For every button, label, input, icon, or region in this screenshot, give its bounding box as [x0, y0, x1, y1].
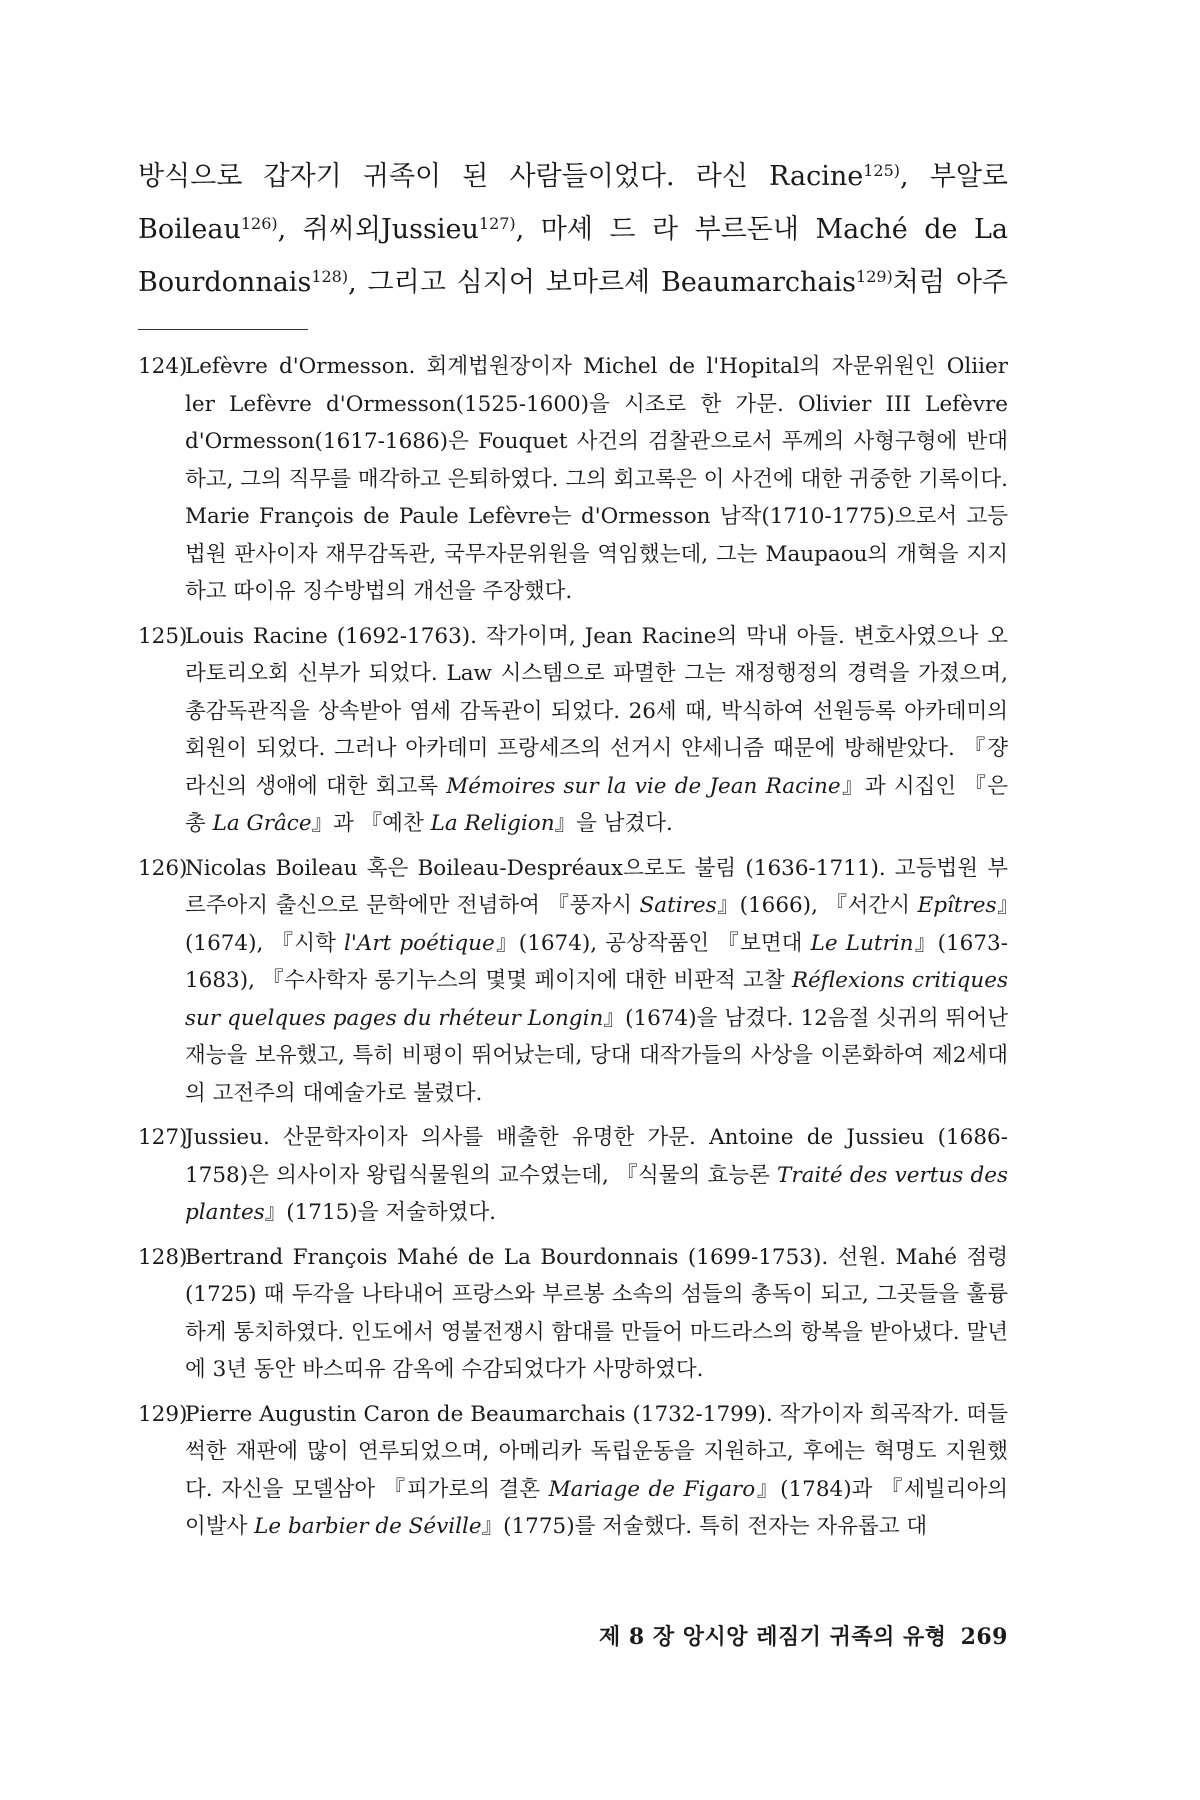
italic-title: Mariage de Figaro: [548, 1476, 756, 1502]
footnote-text: Bertrand François Mahé de La Bourdonnais (1699-1753). 선원. Mahé 점령(1725) 때 두각을 나타내어 프랑스와 부르봉 소속의 섬들의 총독이 되고, 그곳들을 훌륭하게 통치하였다. 인도에서 영불전쟁시 함대를 만들어 마드라스의 항복을 받아냈다. 말년에 3년 동안 바스띠유 감옥에 수감되었다가 사망하였다.: [185, 1244, 1008, 1382]
running-footer: [599, 1620, 1008, 1651]
body-line: 방식으로 갑자기 귀족이 된 사람들이었다. 라신 Racine$^{125)}$, 부알로: [138, 161, 1008, 192]
italic-title: Le barbier de Séville: [254, 1514, 482, 1539]
footnote: [138, 850, 1008, 1113]
italic-title: Traité des vertus des plantes: [185, 1162, 1008, 1225]
footnote-text: 』(1666), 『서간시: [716, 893, 918, 918]
footnote-text: 』과 『예찬: [311, 811, 431, 836]
footnote-number: 125): [138, 623, 188, 649]
footnote-text: Louis Racine (1692-1763). 작가이며, Jean Racine의 막내 아들. 변호사였으나 오라토리오회 신부가 되었다. Law 시스템으로 파멸한 그는 재정행정의 경력을 가졌으며, 총감독관직을 상속받아 염세 감독관이 되었다. 26세 때, 박식하여 선원등록 아카데미의 회원이 되었다. 그러나 아카데미 프랑세즈의 선거시 얀세니즘 때문에 방해받았다. 『쟝 라신의 생애에 대한 회고록: [185, 623, 1008, 799]
italic-title: Réflexions critiques sur quelques pages du rhéteur Longin: [185, 968, 1008, 1031]
body-line: Boileau$^{126)}$, 쥐씨외Jussieu$^{127)}$, 마셰 드 라 부르돈내 Maché de La: [138, 214, 1008, 245]
footnote-ref: 129): [856, 267, 893, 286]
italic-title: La Religion: [430, 811, 555, 836]
body-line: Bourdonnais$^{128)}$, 그리고 심지어 보마르셰 Beaumarchais$^{129)}$처럼 아주: [138, 267, 1008, 298]
italic-title: l'Art poétique: [344, 930, 495, 956]
italic-title: Satires: [639, 893, 717, 918]
chapter-title: 제 8 장 앙시앙 레짐기 귀족의 유형: [599, 1624, 947, 1650]
footnote-text: 』(1674), 『시학: [185, 893, 1008, 956]
footnote-text: 』(1715)을 저술하였다.: [264, 1200, 496, 1225]
footnote-number: 127): [138, 1125, 188, 1150]
footnote: [138, 1239, 1008, 1389]
body-paragraph: [138, 150, 1008, 309]
footnote-text: 』과 시집인 『은총: [185, 773, 1008, 836]
footnote-number: 124): [138, 354, 188, 379]
footnote-text: 』(1674)을 남겼다. 12음절 싯귀의 뛰어난 재능을 보유했고, 특히 비평이 뛰어났는데, 당대 대작가들의 사상을 이론화하여 제2세대의 고전주의 대예술가로 불렸다.: [185, 1005, 1008, 1106]
page-number: 269: [960, 1624, 1008, 1650]
footnote-text: 』(1673-1683), 『수사학자 롱기누스의 몇몇 페이지에 대한 비판적 고찰: [185, 930, 1008, 993]
footnote: [138, 1396, 1008, 1546]
footnote: [138, 1119, 1008, 1232]
footnote-text: 』을 남겼다.: [554, 811, 673, 836]
footnote-text: 』(1674), 공상작품인 『보면대: [494, 930, 811, 956]
page-content: [138, 150, 1008, 1553]
footnote-ref: 127): [478, 214, 516, 233]
italic-title: Mémoires sur la vie de Jean Racine: [446, 773, 841, 799]
footnotes: [138, 348, 1008, 1546]
italic-title: Epîtres: [917, 893, 997, 918]
footnote-ref: 125): [863, 161, 901, 180]
footnote-ref: 126): [240, 214, 278, 233]
italic-title: La Grâce: [212, 811, 312, 836]
footnote-number: 126): [138, 855, 188, 881]
footnote-ref: 128): [311, 267, 349, 286]
footnote-text: 』(1784)과 『세빌리아의 이발사: [185, 1476, 1008, 1539]
footnote-divider: [138, 329, 308, 330]
footnote-text: 』(1775)를 저술했다. 특히 전자는 자유롭고 대: [481, 1514, 928, 1539]
footnote-text: Nicolas Boileau 혹은 Boileau-Despréaux으로도 불림 (1636-1711). 고등법원 부르주아지 출신으로 문학에만 전념하여 『풍자시: [185, 855, 1008, 918]
footnote: [138, 348, 1008, 611]
footnote-number: 128): [138, 1244, 188, 1270]
footnote: [138, 618, 1008, 843]
footnote-text: Jussieu. 산문학자이자 의사를 배출한 유명한 가문. Antoine de Jussieu (1686-1758)은 의사이자 왕립식물원의 교수였는데, 『식물의 효능론: [185, 1125, 1008, 1188]
footnote-text: Pierre Augustin Caron de Beaumarchais (1732-1799). 작가이자 희곡작가. 떠들썩한 재판에 많이 연루되었으며, 아메리카 독립운동을 지원하고, 후에는 혁명도 지원했다. 자신을 모델삼아 『피가로의 결혼: [185, 1401, 1008, 1502]
footnote-number: 129): [138, 1401, 188, 1427]
footnote-text: Lefèvre d'Ormesson. 회계법원장이자 Michel de l'Hopital의 자문위원인 Oliier ler Lefèvre d'Ormesson(1525-1600)을 시조로 한 가문. Olivier III Lefèvre d'Ormesson(1617-1686)은 Fouquet 사건의 검찰관으로서 푸께의 사형구형에 반대하고, 그의 직무를 매각하고 은퇴하였다. 그의 회고록은 이 사건에 대한 귀중한 기록이다. Marie François de Paule Lefèvre는 d'Ormesson 남작(1710-1775)으로서 고등법원 판사이자 재무감독관, 국무자문위원을 역임했는데, 그는 Maupaou의 개혁을 지지하고 따이유 징수방법의 개선을 주장했다.: [185, 354, 1008, 604]
italic-title: Le Lutrin: [810, 930, 914, 956]
